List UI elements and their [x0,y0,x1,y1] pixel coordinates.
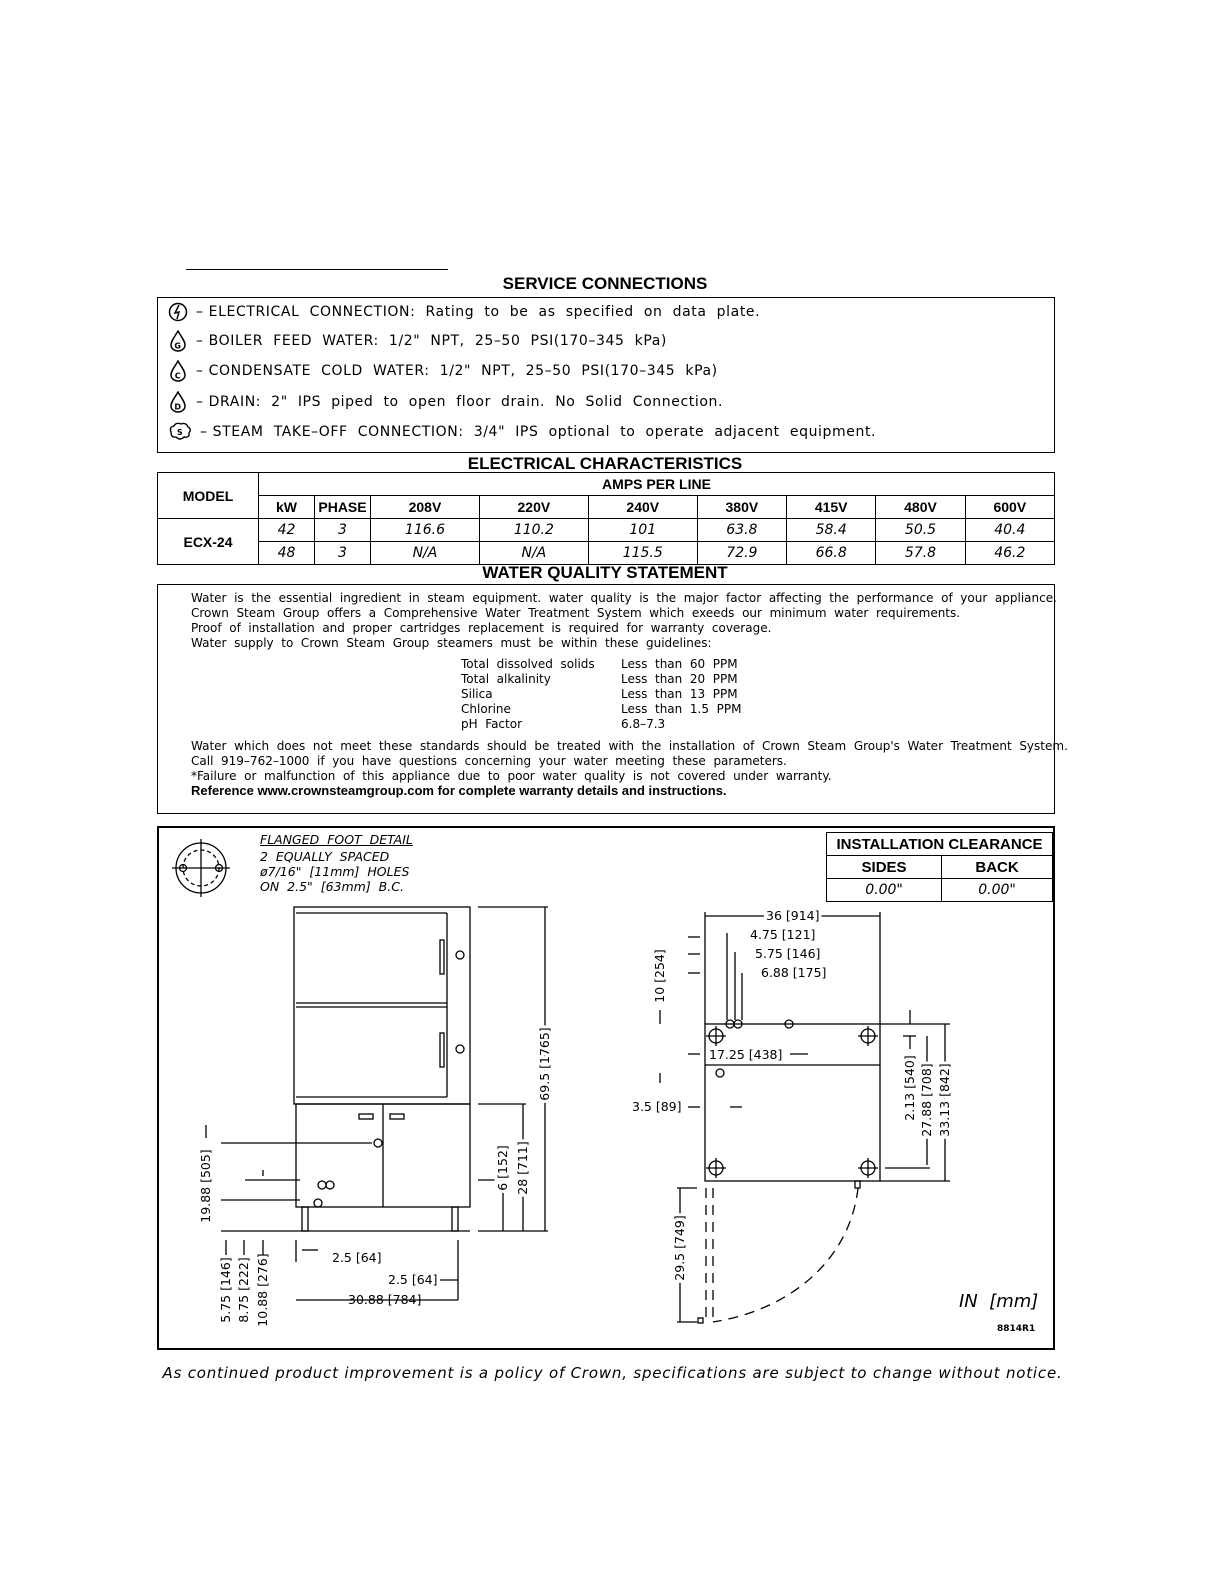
table-cell: 3 [315,519,371,542]
col-header: 220V [479,496,588,519]
dim-w-3088: 30.88 [784] [348,1292,422,1307]
clearance-back-label: BACK [942,856,1053,879]
guideline-value: 6.8–7.3 [621,717,666,731]
col-header: PHASE [315,496,371,519]
dim-w-575: 5.75 [146] [755,946,821,961]
water-intro-line: Water supply to Crown Steam Group steamers must be within these guidelines: [191,636,712,650]
table-cell: N/A [479,542,588,565]
table-cell: 57.8 [876,542,965,565]
dim-h-10: 10 [254] [652,949,667,1003]
col-header: 600V [965,496,1054,519]
table-cell: 58.4 [787,519,876,542]
flanged-foot-icon [172,839,230,897]
service-line-text: – BOILER FEED WATER: 1/2" NPT, 25–50 PSI(170–345 kPa) [196,333,667,349]
table-cell: 110.2 [479,519,588,542]
flange-line: ø7/16" [11mm] HOLES [260,864,410,879]
guideline-name: Chlorine [461,702,511,716]
dim-d-213: 2.13 [540] [902,1055,917,1121]
table-cell: 63.8 [697,519,786,542]
table-cell: 46.2 [965,542,1054,565]
dim-h-total: 69.5 [1765] [537,1027,552,1101]
amps-header: AMPS PER LINE [259,473,1055,496]
dim-h-6: 6 [152] [495,1145,510,1191]
water-closing-line: Water which does not meet these standards should be treated with the installation of Crown Steam Group's Water Treatment System. [191,739,1068,753]
dim-h-575: 5.75 [146] [218,1257,233,1323]
service-connections-title: SERVICE CONNECTIONS [502,274,708,293]
guideline-value: Less than 13 PPM [621,687,738,701]
water-quality-title: WATER QUALITY STATEMENT [482,563,728,582]
dim-d-2788: 27.88 [708] [919,1063,934,1137]
clearance-sides-label: SIDES [827,856,942,879]
service-line-text: – STEAM TAKE–OFF CONNECTION: 3/4" IPS optional to operate adjacent equipment. [200,424,877,440]
guideline-value: Less than 20 PPM [621,672,738,686]
electrical-title: ELECTRICAL CHARACTERISTICS [467,454,743,473]
water-intro-line: Crown Steam Group offers a Comprehensive Water Treatment System which exeeds our minimum water requirements. [191,606,961,620]
units-label: IN [mm] [959,1291,1039,1312]
model-cell: ECX-24 [158,519,259,565]
dim-h-1088: 10.88 [276] [255,1253,270,1327]
svg-text:D: D [174,402,182,412]
guideline-value: Less than 60 PPM [621,657,738,671]
water-closing-line: Call 919–762–1000 if you have questions concerning your water meeting these parameters. [191,754,787,768]
table-cell: 116.6 [371,519,480,542]
table-cell: N/A [371,542,480,565]
guideline-name: Total dissolved solids [461,657,595,671]
col-header: 208V [371,496,480,519]
dim-h-35: 3.5 [89] [632,1099,682,1114]
table-cell: 40.4 [965,519,1054,542]
dim-h-28: 28 [711] [515,1141,530,1195]
footer-note: As continued product improvement is a policy of Crown, specifications are subject to change without notice. [162,1364,1063,1382]
flange-line: ON 2.5" [63mm] B.C. [260,879,404,894]
table-cell: 3 [315,542,371,565]
table-cell: 48 [259,542,315,565]
dim-w-1725: 17.25 [438] [709,1047,783,1062]
col-header: 240V [588,496,697,519]
dim-w-475: 4.75 [121] [750,927,816,942]
svg-text:C: C [174,371,182,381]
table-cell: 101 [588,519,697,542]
water-intro-line: Proof of installation and proper cartridges replacement is required for warranty coverage. [191,621,772,635]
water-closing-line: *Failure or malfunction of this appliance due to poor water quality is not covered under warranty. [191,769,832,783]
svg-text:G: G [174,341,182,351]
dim-w-25b: 2.5 [64] [388,1272,438,1287]
dim-w-36: 36 [914] [766,908,820,923]
dim-door-295: 29.5 [749] [672,1215,687,1281]
dim-w-25a: 2.5 [64] [332,1250,382,1265]
table-cell: 66.8 [787,542,876,565]
guideline-name: Total alkalinity [461,672,551,686]
guideline-name: Silica [461,687,493,701]
service-line-text: – ELECTRICAL CONNECTION: Rating to be as specified on data plate. [196,304,761,320]
col-header: 415V [787,496,876,519]
table-cell: 115.5 [588,542,697,565]
col-header: 480V [876,496,965,519]
steamer-front-view [294,907,470,1231]
model-header: MODEL [158,473,259,519]
flange-title: FLANGED FOOT DETAIL [260,832,413,847]
svg-text:S: S [176,428,184,437]
table-cell: 42 [259,519,315,542]
table-cell: 72.9 [697,542,786,565]
col-header: kW [259,496,315,519]
clearance-back-value: 0.00" [942,879,1053,902]
service-line-text: – DRAIN: 2" IPS piped to open floor drain. No Solid Connection. [196,394,724,410]
guideline-name: pH Factor [461,717,523,731]
steamer-plan-view [698,1020,880,1323]
dim-h-875: 8.75 [222] [236,1257,251,1323]
guideline-value: Less than 1.5 PPM [621,702,742,716]
dim-h-1988: 19.88 [505] [198,1149,213,1223]
table-cell: 50.5 [876,519,965,542]
drawing-number: 8814R1 [997,1324,1036,1334]
water-reference-line: Reference www.crownsteamgroup.com for complete warranty details and instructions. [191,783,727,798]
dim-d-3313: 33.13 [842] [937,1063,952,1137]
flange-line: 2 EQUALLY SPACED [260,849,390,864]
clearance-title: INSTALLATION CLEARANCE [827,833,1053,856]
dim-w-688: 6.88 [175] [761,965,827,980]
col-header: 380V [697,496,786,519]
clearance-sides-value: 0.00" [827,879,942,902]
water-intro-line: Water is the essential ingredient in steam equipment. water quality is the major factor affecting the performance of your appliance. [191,591,1057,605]
service-line-text: – CONDENSATE COLD WATER: 1/2" NPT, 25–50 PSI(170–345 kPa) [196,363,718,379]
